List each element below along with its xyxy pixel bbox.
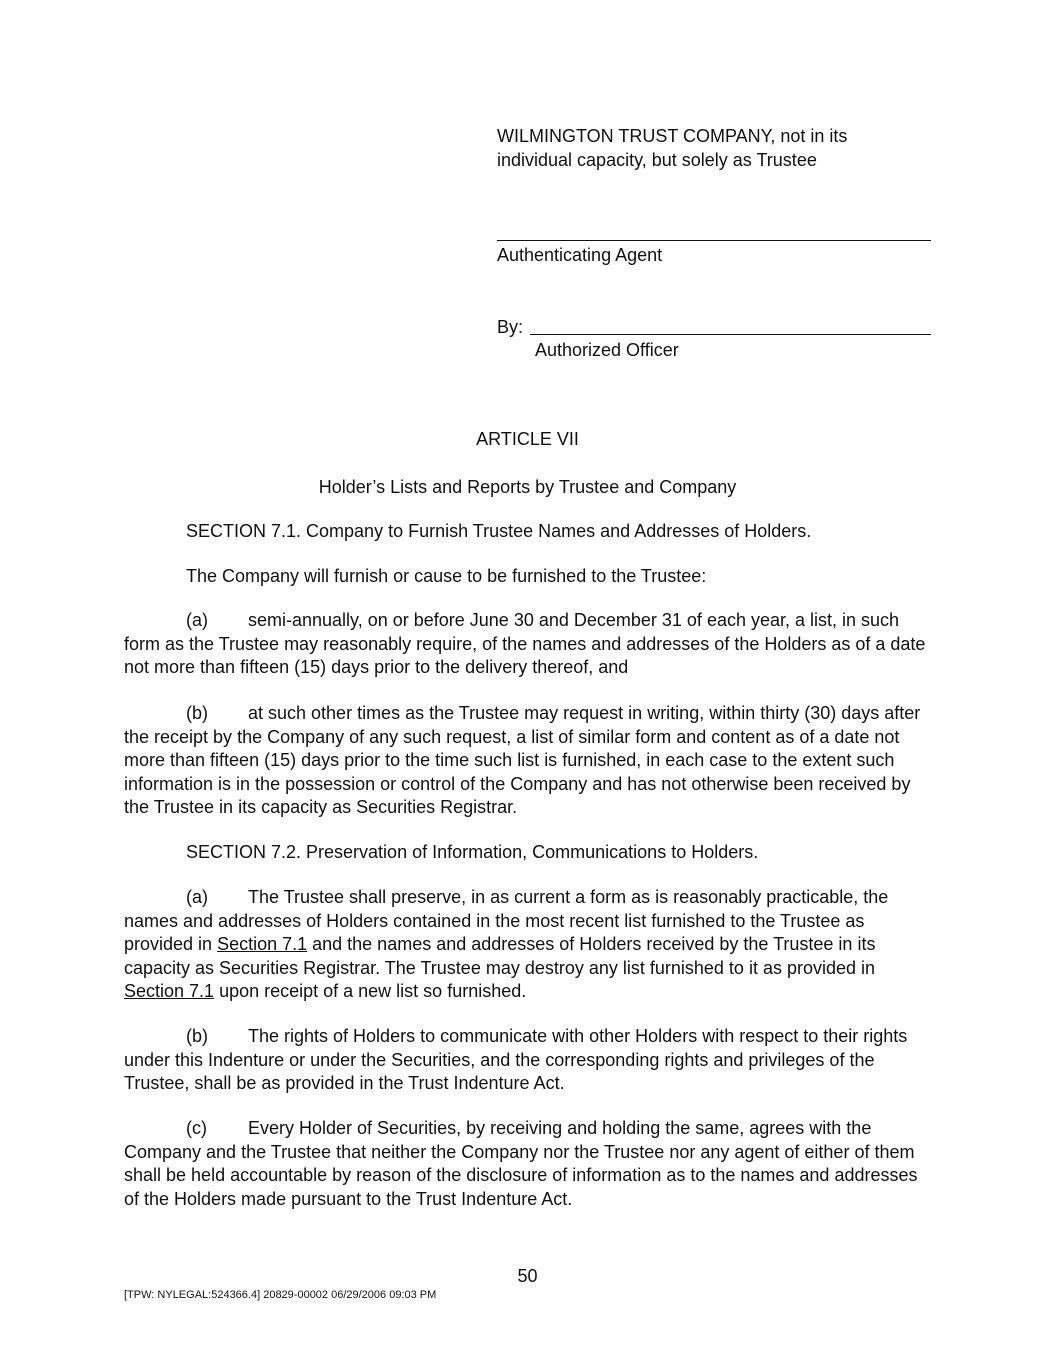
- paragraph-text: at such other times as the Trustee may request in writing, within thirty (30) days after the receipt by the Company of any such request, a list of similar form and content as of a date not more than fifteen (15) days prior to the time such list is furnished, in each case to the extent such information is in the possession or control of the Company and has not otherwise been received by the Trustee in its capacity as Securities Registrar.: [124, 703, 921, 818]
- paragraph-label: (c): [186, 1118, 207, 1138]
- officer-signature-line: [530, 334, 931, 335]
- paragraph-text: The Trustee shall preserve, in as current a form as is reasonably practicable, the names and addresses of Holders contained in the most recent list furnished to the Trustee as provided in: [124, 887, 889, 955]
- paragraph-label: (a): [186, 887, 208, 907]
- trustee-name-line2: individual capacity, but solely as Trustee: [497, 150, 817, 170]
- page-number: 50: [517, 1266, 538, 1286]
- section-7-1-reference: Section 7.1: [217, 934, 308, 955]
- trustee-name-line1: WILMINGTON TRUST COMPANY, not in its: [497, 126, 848, 146]
- paragraph-label: (b): [186, 703, 208, 723]
- section-7-1-paragraph-a: [124, 609, 930, 680]
- section-7-1-paragraph-b: [124, 702, 930, 820]
- authorized-officer-label: Authorized Officer: [535, 340, 679, 360]
- paragraph-text: The rights of Holders to communicate with other Holders with respect to their rights under this Indenture or under the Securities, and the corresponding rights and privileges of the Trustee, shall be as provided in the Trust Indenture Act.: [124, 1026, 908, 1094]
- section-7-2-heading: SECTION 7.2. Preservation of Information, Communications to Holders.: [186, 842, 759, 862]
- authenticating-agent-signature-line: [497, 240, 931, 241]
- paragraph-text: upon receipt of a new list so furnished.: [214, 981, 527, 1002]
- paragraph-text: and the names and addresses of Holders received by the Trustee in its capacity as Securities Registrar. The Trustee may destroy any list furnished to it as provided in: [124, 934, 876, 978]
- paragraph-label: (a): [186, 610, 208, 630]
- paragraph-text: Every Holder of Securities, by receiving and holding the same, agrees with the Company and the Trustee that neither the Company nor the Trustee nor any agent of either of them shall be held accountable by reason of the disclosure of information as to the names and addresses of the Holders made pursuant to the Trust Indenture Act.: [124, 1118, 918, 1209]
- section-7-2-paragraph-b: [124, 1025, 930, 1096]
- paragraph-text: semi-annually, on or before June 30 and December 31 of each year, a list, in such form as the Trustee may reasonably require, of the names and addresses of the Holders as of a date not more than fifteen (15) days prior to the delivery thereof, and: [124, 610, 926, 678]
- paragraph-label: (b): [186, 1026, 208, 1046]
- article-subheading: Holder’s Lists and Reports by Trustee and Company: [318, 477, 737, 497]
- article-heading: ARTICLE VII: [476, 429, 579, 449]
- section-7-2-paragraph-c: [124, 1117, 930, 1211]
- by-label: By:: [497, 317, 524, 337]
- section-7-2-paragraph-a: [124, 886, 930, 1004]
- section-7-1-reference: Section 7.1: [124, 981, 215, 1002]
- section-7-1-intro: The Company will furnish or cause to be furnished to the Trustee:: [186, 566, 707, 586]
- section-7-1-heading: SECTION 7.1. Company to Furnish Trustee Names and Addresses of Holders.: [186, 521, 812, 541]
- document-id-footer: [TPW: NYLEGAL:524366.4] 20829-00002 06/29/2006 09:03 PM: [124, 1289, 437, 1301]
- authenticating-agent-label: Authenticating Agent: [497, 245, 663, 265]
